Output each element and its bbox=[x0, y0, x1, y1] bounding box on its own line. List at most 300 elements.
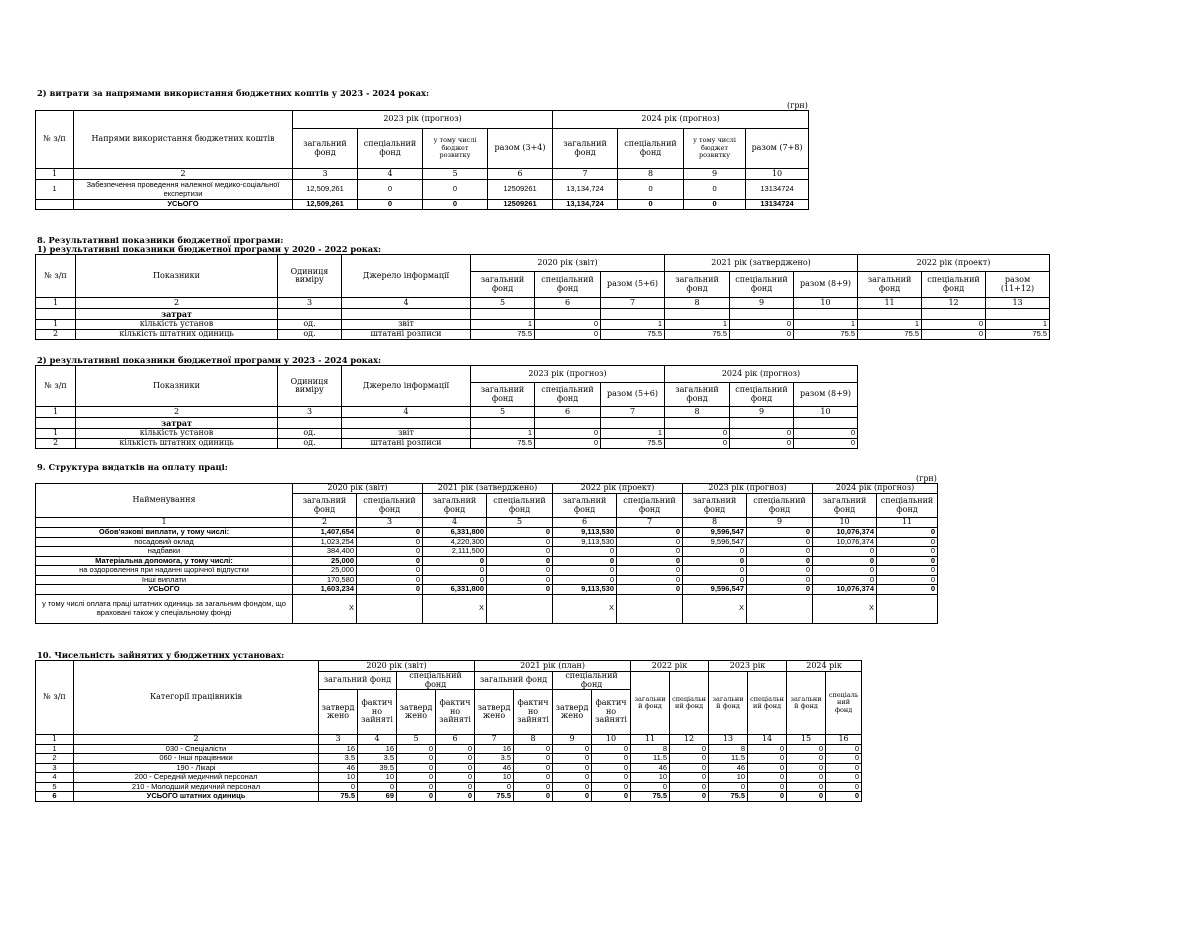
cell: 75.5 bbox=[471, 439, 535, 449]
cell: 75.5 bbox=[858, 330, 922, 340]
cell: 0 bbox=[535, 429, 601, 439]
cell: 1 bbox=[36, 320, 76, 330]
cell: 4,220,300 bbox=[423, 537, 487, 547]
header-year-2023: 2023 рік (прогноз) bbox=[683, 484, 813, 494]
col-number: 11 bbox=[631, 735, 670, 745]
cell: 12509261 bbox=[488, 200, 553, 210]
header-year-2023: 2023 рік bbox=[709, 661, 787, 672]
cell: 0 bbox=[487, 575, 553, 585]
header-approved: затверджено bbox=[475, 690, 514, 735]
cell: Забезпечення проведення належної медико-соціальної експертизи bbox=[74, 180, 293, 200]
cell: 0 bbox=[357, 556, 423, 566]
cell: 75.5 bbox=[471, 330, 535, 340]
cell: X bbox=[293, 594, 357, 623]
cell: у тому числі оплата праці штатних одиниць за загальним фондом, що враховані також у спеціальному фонді bbox=[36, 594, 293, 623]
cell: 2 bbox=[36, 330, 76, 340]
cell: 0 bbox=[514, 782, 553, 792]
cell: Матеріальна допомога, у тому числі: bbox=[36, 556, 293, 566]
col-number: 2 bbox=[76, 298, 278, 309]
col-number: 6 bbox=[535, 298, 601, 309]
header-num: № з/п bbox=[36, 255, 76, 298]
cell: 25,000 bbox=[293, 566, 357, 576]
header-num: № з/п bbox=[36, 661, 74, 735]
cell: 0 bbox=[922, 330, 986, 340]
col-number: 1 bbox=[36, 735, 74, 745]
col-number: 6 bbox=[535, 407, 601, 418]
col-number: 2 bbox=[74, 169, 293, 180]
cell: 0 bbox=[487, 547, 553, 557]
cell: 0 bbox=[592, 773, 631, 783]
cell: 10 bbox=[631, 773, 670, 783]
col-number: 1 bbox=[36, 169, 74, 180]
cell: 3.5 bbox=[319, 754, 358, 764]
header-development-budget: у тому числі бюджет розвитку bbox=[423, 129, 488, 169]
cell: 0 bbox=[730, 429, 794, 439]
header-general-fund: загальний фонд bbox=[709, 672, 748, 735]
cell: 75.5 bbox=[631, 792, 670, 802]
cell: 10,076,374 bbox=[813, 537, 877, 547]
cell bbox=[487, 594, 553, 623]
total-row bbox=[36, 585, 938, 595]
table-row bbox=[36, 763, 862, 773]
header-special-fund: спеціальний фонд bbox=[670, 672, 709, 735]
cell: 75.5 bbox=[709, 792, 748, 802]
header-special-fund: спеціальний фонд bbox=[730, 383, 794, 407]
cell: 0 bbox=[747, 528, 813, 538]
cell: 16 bbox=[319, 744, 358, 754]
header-indicators: Показники bbox=[76, 255, 278, 298]
cell: 0 bbox=[436, 763, 475, 773]
cell: 0 bbox=[748, 754, 787, 764]
header-year-2020: 2020 рік (звіт) bbox=[471, 255, 665, 272]
header-actual: фактично зайняті bbox=[358, 690, 397, 735]
col-number: 9 bbox=[747, 518, 813, 528]
header-special-fund: спеціальний фонд bbox=[535, 272, 601, 298]
cell: 0 bbox=[357, 547, 423, 557]
cell: 0 bbox=[748, 792, 787, 802]
cell: 75.5 bbox=[986, 330, 1050, 340]
cell: 0 bbox=[787, 744, 826, 754]
section-heading-indicators: 8. Результативні показники бюджетної програми: bbox=[37, 235, 284, 245]
header-year-2021: 2021 рік (затверджено) bbox=[423, 484, 553, 494]
header-special-fund: спеціальний фонд bbox=[617, 494, 683, 518]
cell: 0 bbox=[487, 566, 553, 576]
cell: 46 bbox=[475, 763, 514, 773]
cell: 75.5 bbox=[794, 330, 858, 340]
total-row bbox=[36, 200, 809, 210]
header-special-fund: спеціальний фонд bbox=[357, 494, 423, 518]
cell: 0 bbox=[357, 585, 423, 595]
group-row bbox=[36, 418, 858, 429]
col-number: 5 bbox=[471, 407, 535, 418]
table-row bbox=[36, 429, 858, 439]
header-year-2020: 2020 рік (звіт) bbox=[293, 484, 423, 494]
cell: 0 bbox=[787, 782, 826, 792]
indicators-2023-2024-table bbox=[35, 365, 858, 449]
group-label: затрат bbox=[76, 418, 278, 429]
cell: 0 bbox=[357, 528, 423, 538]
cell: 9,596,547 bbox=[683, 528, 747, 538]
cell: 0 bbox=[592, 782, 631, 792]
col-number: 8 bbox=[618, 169, 684, 180]
cell: 0 bbox=[826, 792, 862, 802]
col-number: 6 bbox=[553, 518, 617, 528]
cell: 0 bbox=[617, 547, 683, 557]
col-number: 6 bbox=[488, 169, 553, 180]
cell: УСЬОГО штатних одиниць bbox=[74, 792, 319, 802]
cell: 0 bbox=[553, 556, 617, 566]
col-number: 4 bbox=[342, 298, 471, 309]
cell: 0 bbox=[683, 547, 747, 557]
header-year-2022: 2022 рік (проект) bbox=[858, 255, 1050, 272]
table-row bbox=[36, 754, 862, 764]
cell: 1 bbox=[858, 320, 922, 330]
header-unit: Одиниця виміру bbox=[278, 255, 342, 298]
cell: 9,596,547 bbox=[683, 585, 747, 595]
cell: 0 bbox=[592, 792, 631, 802]
expenditures-table bbox=[35, 110, 809, 210]
header-approved: затверджено bbox=[319, 690, 358, 735]
cell: 0 bbox=[357, 566, 423, 576]
table-row bbox=[36, 547, 938, 557]
header-num: № з/п bbox=[36, 111, 74, 169]
cell: 0 bbox=[436, 754, 475, 764]
cell: 8 bbox=[709, 744, 748, 754]
cell: 0 bbox=[747, 566, 813, 576]
header-special-fund: спеціальний фонд bbox=[358, 129, 423, 169]
cell: 0 bbox=[423, 200, 488, 210]
header-category: Категорії працівників bbox=[74, 661, 319, 735]
cell: 0 bbox=[670, 792, 709, 802]
col-number: 8 bbox=[514, 735, 553, 745]
header-special-fund: спеціальний фонд bbox=[730, 272, 794, 298]
cell: 0 bbox=[423, 180, 488, 200]
cell: 0 bbox=[684, 200, 746, 210]
cell: 0 bbox=[423, 556, 487, 566]
header-special-fund: спеціальний фонд bbox=[487, 494, 553, 518]
column-number-row bbox=[36, 407, 858, 418]
cell: 1 bbox=[794, 320, 858, 330]
cell: 12509261 bbox=[488, 180, 553, 200]
cell: 0 bbox=[553, 782, 592, 792]
cell: 0 bbox=[730, 320, 794, 330]
cell: 0 bbox=[877, 537, 938, 547]
cell: 0 bbox=[787, 763, 826, 773]
cell: кількість штатних одиниць bbox=[76, 439, 278, 449]
header-total-8-9: разом (8+9) bbox=[794, 383, 858, 407]
employees-table bbox=[35, 660, 862, 802]
cell: на оздоровлення при наданні щорічної відпустки bbox=[36, 566, 293, 576]
col-number: 1 bbox=[36, 518, 293, 528]
cell: 1,407,654 bbox=[293, 528, 357, 538]
cell: 0 bbox=[514, 763, 553, 773]
cell: 9,113,530 bbox=[553, 528, 617, 538]
cell: 12,509,261 bbox=[293, 200, 358, 210]
col-number: 4 bbox=[342, 407, 471, 418]
col-number: 9 bbox=[684, 169, 746, 180]
col-number: 10 bbox=[794, 298, 858, 309]
cell: 0 bbox=[794, 439, 858, 449]
cell: 10 bbox=[709, 773, 748, 783]
cell: 8 bbox=[631, 744, 670, 754]
cell: X bbox=[683, 594, 747, 623]
header-special-fund: спеціальний фонд bbox=[397, 672, 475, 690]
header-year-2022: 2022 рік (проект) bbox=[553, 484, 683, 494]
cell: 0 bbox=[358, 200, 423, 210]
header-indicators: Показники bbox=[76, 366, 278, 407]
table-row bbox=[36, 439, 858, 449]
header-general-fund: загальний фонд bbox=[471, 383, 535, 407]
header-general-fund: загальний фонд bbox=[293, 129, 358, 169]
cell: 12,509,261 bbox=[293, 180, 358, 200]
cell bbox=[877, 594, 938, 623]
cell: 0 bbox=[535, 330, 601, 340]
header-general-fund: загальний фонд bbox=[683, 494, 747, 518]
cell: 210 - Молодший медичний персонал bbox=[74, 782, 319, 792]
header-total-7-8: разом (7+8) bbox=[746, 129, 809, 169]
cell: 75.5 bbox=[475, 792, 514, 802]
cell: 0 bbox=[683, 575, 747, 585]
table-row bbox=[36, 566, 938, 576]
col-number: 7 bbox=[601, 407, 665, 418]
cell: 0 bbox=[514, 792, 553, 802]
cell: 0 bbox=[747, 585, 813, 595]
col-number: 7 bbox=[601, 298, 665, 309]
cell: кількість установ bbox=[76, 320, 278, 330]
cell: X bbox=[553, 594, 617, 623]
cell: 0 bbox=[358, 782, 397, 792]
col-number: 5 bbox=[397, 735, 436, 745]
cell: 0 bbox=[683, 566, 747, 576]
table-row bbox=[36, 180, 809, 200]
cell: 0 bbox=[730, 330, 794, 340]
col-number: 4 bbox=[358, 735, 397, 745]
cell: 13,134,724 bbox=[553, 200, 618, 210]
cell: кількість штатних одиниць bbox=[76, 330, 278, 340]
cell: Інші виплати bbox=[36, 575, 293, 585]
cell bbox=[36, 200, 74, 210]
col-number: 2 bbox=[76, 407, 278, 418]
cell: 16 bbox=[358, 744, 397, 754]
header-general-fund: загальний фонд bbox=[319, 672, 397, 690]
header-special-fund: спеціальний фонд bbox=[826, 672, 862, 735]
cell: 3.5 bbox=[358, 754, 397, 764]
cell: 0 bbox=[617, 528, 683, 538]
cell: 69 bbox=[358, 792, 397, 802]
section-heading-salary-structure: 9. Структура видатків на оплату праці: bbox=[37, 462, 228, 472]
cell: 0 bbox=[397, 754, 436, 764]
col-number: 8 bbox=[665, 298, 730, 309]
currency-unit: (грн) bbox=[916, 474, 937, 483]
cell: 0 bbox=[877, 566, 938, 576]
header-year-2024: 2024 рік bbox=[787, 661, 862, 672]
header-year-2024: 2024 рік (прогноз) bbox=[553, 111, 809, 129]
col-number: 8 bbox=[683, 518, 747, 528]
cell: 0 bbox=[553, 763, 592, 773]
header-actual: фактично зайняті bbox=[436, 690, 475, 735]
cell: 0 bbox=[358, 180, 423, 200]
col-number: 1 bbox=[36, 407, 76, 418]
subheading-indicators-2020-2022: 1) результативні показники бюджетної програми у 2020 - 2022 роках: bbox=[37, 244, 382, 254]
cell: 0 bbox=[787, 773, 826, 783]
col-number: 13 bbox=[986, 298, 1050, 309]
cell: надбавки bbox=[36, 547, 293, 557]
table-row bbox=[36, 528, 938, 538]
cell: од. bbox=[278, 330, 342, 340]
header-actual: фактично зайняті bbox=[592, 690, 631, 735]
cell: 0 bbox=[631, 782, 670, 792]
header-total-8-9: разом (8+9) bbox=[794, 272, 858, 298]
cell: 0 bbox=[397, 782, 436, 792]
cell: штатані розписи bbox=[342, 439, 471, 449]
cell: 1 bbox=[665, 320, 730, 330]
cell: 0 bbox=[826, 754, 862, 764]
table-row bbox=[36, 575, 938, 585]
cell: 384,400 bbox=[293, 547, 357, 557]
cell: Обов'язкові виплати, у тому числі: bbox=[36, 528, 293, 538]
table-row bbox=[36, 594, 938, 623]
cell: 75.5 bbox=[319, 792, 358, 802]
header-year-2024: 2024 рік (прогноз) bbox=[665, 366, 858, 383]
col-number: 13 bbox=[709, 735, 748, 745]
group-label: затрат bbox=[76, 309, 278, 320]
col-number: 9 bbox=[730, 298, 794, 309]
section-heading-employees: 10. Чисельність зайнятих у бюджетних установах: bbox=[37, 650, 285, 660]
col-number: 14 bbox=[748, 735, 787, 745]
table-row bbox=[36, 330, 1050, 340]
cell: X bbox=[423, 594, 487, 623]
header-source: Джерело інформації bbox=[342, 255, 471, 298]
col-number: 12 bbox=[922, 298, 986, 309]
header-direction: Напрями використання бюджетних коштів bbox=[74, 111, 293, 169]
cell: 0 bbox=[436, 773, 475, 783]
header-year-2023: 2023 рік (прогноз) bbox=[471, 366, 665, 383]
col-number: 1 bbox=[36, 298, 76, 309]
header-special-fund: спеціальний фонд bbox=[922, 272, 986, 298]
cell: 1 bbox=[601, 429, 665, 439]
cell: 0 bbox=[423, 566, 487, 576]
header-general-fund: загальний фонд bbox=[631, 672, 670, 735]
header-special-fund: спеціальний фонд bbox=[747, 494, 813, 518]
cell: 200 - Середній медичний персонал bbox=[74, 773, 319, 783]
header-special-fund: спеціальний фонд bbox=[535, 383, 601, 407]
cell: 10 bbox=[358, 773, 397, 783]
header-general-fund: загальний фонд bbox=[423, 494, 487, 518]
cell: 0 bbox=[877, 575, 938, 585]
cell: 0 bbox=[535, 439, 601, 449]
cell bbox=[617, 594, 683, 623]
cell: 10,076,374 bbox=[813, 585, 877, 595]
cell: 060 - Інші працівники bbox=[74, 754, 319, 764]
header-general-fund: загальний фонд bbox=[665, 272, 730, 298]
indicators-2020-2022-table bbox=[35, 254, 1050, 340]
section-heading-expenditures-2023-2024: 2) витрати за напрямами використання бюджетних коштів у 2023 - 2024 роках: bbox=[37, 88, 430, 98]
cell: 0 bbox=[670, 782, 709, 792]
group-row bbox=[36, 309, 1050, 320]
cell: 13134724 bbox=[746, 200, 809, 210]
header-special-fund: спеціальний фонд bbox=[553, 672, 631, 690]
cell: 0 bbox=[670, 744, 709, 754]
col-number: 5 bbox=[471, 298, 535, 309]
col-number: 10 bbox=[813, 518, 877, 528]
col-number: 9 bbox=[730, 407, 794, 418]
table-row bbox=[36, 537, 938, 547]
header-general-fund: загальний фонд bbox=[553, 129, 618, 169]
header-special-fund: спеціальний фонд bbox=[877, 494, 938, 518]
cell: 0 bbox=[397, 773, 436, 783]
total-row bbox=[36, 792, 862, 802]
cell: 5 bbox=[36, 782, 74, 792]
col-number: 10 bbox=[746, 169, 809, 180]
cell: 0 bbox=[684, 180, 746, 200]
cell: 0 bbox=[487, 537, 553, 547]
header-year-2023: 2023 рік (прогноз) bbox=[293, 111, 553, 129]
table-row bbox=[36, 782, 862, 792]
col-number: 3 bbox=[319, 735, 358, 745]
table-row bbox=[36, 744, 862, 754]
cell: 0 bbox=[670, 773, 709, 783]
cell: 0 bbox=[730, 439, 794, 449]
col-number: 5 bbox=[487, 518, 553, 528]
cell: 16 bbox=[475, 744, 514, 754]
header-general-fund: загальний фонд bbox=[471, 272, 535, 298]
cell: 0 bbox=[592, 754, 631, 764]
cell: 0 bbox=[553, 792, 592, 802]
cell: 1 bbox=[471, 320, 535, 330]
cell: 11.5 bbox=[631, 754, 670, 764]
cell: 0 bbox=[665, 429, 730, 439]
col-number: 8 bbox=[665, 407, 730, 418]
col-number: 2 bbox=[293, 518, 357, 528]
cell bbox=[747, 594, 813, 623]
cell: 13134724 bbox=[746, 180, 809, 200]
header-general-fund: загальний фонд bbox=[475, 672, 553, 690]
header-year-2024: 2024 рік (прогноз) bbox=[813, 484, 938, 494]
header-year-2021: 2021 рік (план) bbox=[475, 661, 631, 672]
cell: 0 bbox=[747, 556, 813, 566]
header-year-2020: 2020 рік (звіт) bbox=[319, 661, 475, 672]
header-num: № з/п bbox=[36, 366, 76, 407]
cell: 0 bbox=[748, 773, 787, 783]
col-number: 12 bbox=[670, 735, 709, 745]
cell: 2 bbox=[36, 439, 76, 449]
header-year-2022: 2022 рік bbox=[631, 661, 709, 672]
cell: кількість установ bbox=[76, 429, 278, 439]
cell: 2,111,500 bbox=[423, 547, 487, 557]
header-special-fund: спеціальний фонд bbox=[618, 129, 684, 169]
cell: 0 bbox=[617, 585, 683, 595]
cell: 0 bbox=[553, 773, 592, 783]
cell: 11.5 bbox=[709, 754, 748, 764]
cell: 0 bbox=[748, 782, 787, 792]
cell: 0 bbox=[514, 773, 553, 783]
cell: УСЬОГО bbox=[36, 585, 293, 595]
col-number: 7 bbox=[553, 169, 618, 180]
cell bbox=[357, 594, 423, 623]
header-general-fund: загальний фонд bbox=[813, 494, 877, 518]
col-number: 3 bbox=[278, 298, 342, 309]
cell: 0 bbox=[922, 320, 986, 330]
cell: 0 bbox=[617, 537, 683, 547]
cell: 0 bbox=[813, 547, 877, 557]
col-number: 16 bbox=[826, 735, 862, 745]
cell: 0 bbox=[436, 782, 475, 792]
cell: 0 bbox=[787, 754, 826, 764]
cell: 4 bbox=[36, 773, 74, 783]
column-number-row bbox=[36, 169, 809, 180]
col-number: 2 bbox=[74, 735, 319, 745]
cell: 46 bbox=[319, 763, 358, 773]
